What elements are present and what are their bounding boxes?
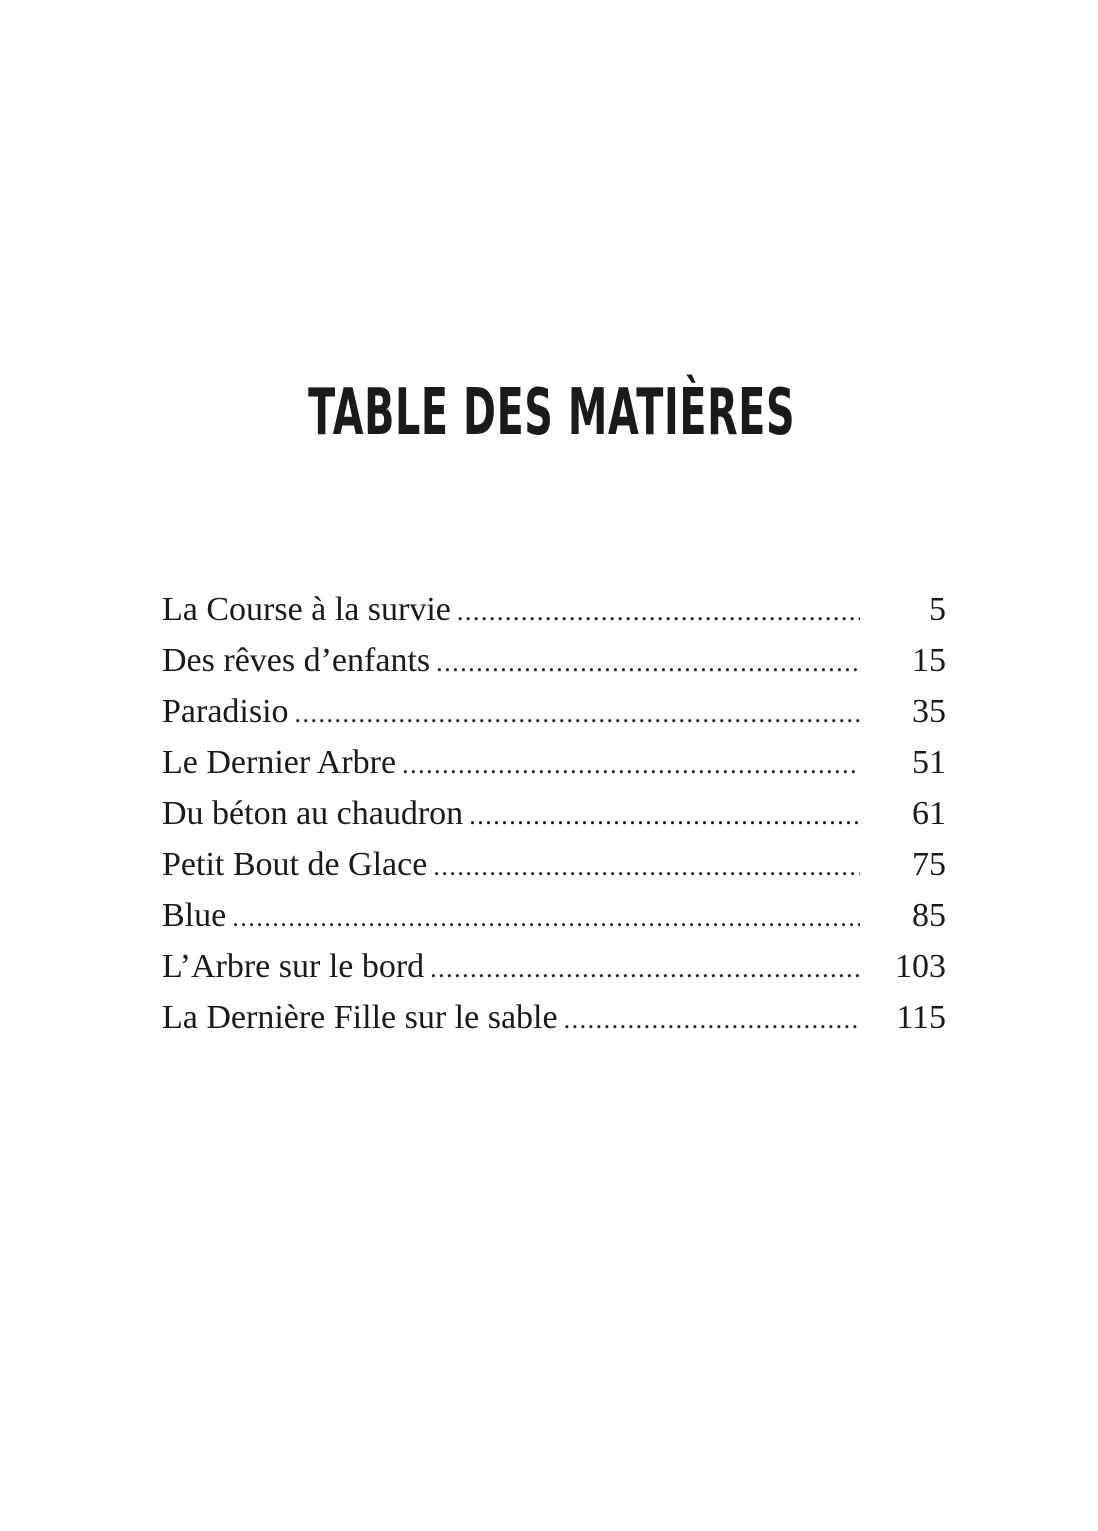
dot-leader [564,994,860,1045]
toc-entry[interactable] [162,686,946,737]
toc-entry[interactable] [162,839,946,890]
toc-entry-title: Des rêves d’enfants [162,642,431,679]
toc-entry[interactable] [162,737,946,788]
dot-leader [232,892,860,943]
toc-entry-title: Le Dernier Arbre [162,744,397,781]
toc-entry-title: L’Arbre sur le bord [162,948,425,985]
toc-entry-page-number: 51 [912,744,946,781]
toc-entry-title: Blue [162,897,227,934]
toc-entry[interactable] [162,635,946,686]
toc-entry-page-number: 15 [912,642,946,679]
dot-leader [433,841,860,892]
page-title: TABLE DES MATIÈRES [308,375,796,450]
dot-leader [436,637,860,688]
toc-entry-title: La Dernière Fille sur le sable [162,999,558,1036]
toc-entry-page-number: 115 [896,999,946,1036]
dot-leader [430,943,860,994]
dot-leader [469,790,860,841]
toc-entry[interactable] [162,941,946,992]
toc-entry[interactable] [162,788,946,839]
toc-entry-title: Petit Bout de Glace [162,846,428,883]
toc-entry-title: Paradisio [162,693,289,730]
dot-leader [457,586,860,637]
toc-entry-page-number: 61 [912,795,946,832]
toc-entry-title: Du béton au chaudron [162,795,464,832]
dot-leader [402,739,860,790]
toc-entry[interactable] [162,890,946,941]
toc-entry[interactable] [162,584,946,635]
toc-entry-page-number: 35 [912,693,946,730]
toc-entry-page-number: 85 [912,897,946,934]
toc-entry[interactable] [162,992,946,1043]
toc-entry-page-number: 5 [929,591,946,628]
dot-leader [295,688,860,739]
toc-entry-page-number: 75 [912,846,946,883]
table-of-contents [162,584,946,1043]
toc-entry-title: La Course à la survie [162,591,451,628]
toc-entry-page-number: 103 [895,948,946,985]
